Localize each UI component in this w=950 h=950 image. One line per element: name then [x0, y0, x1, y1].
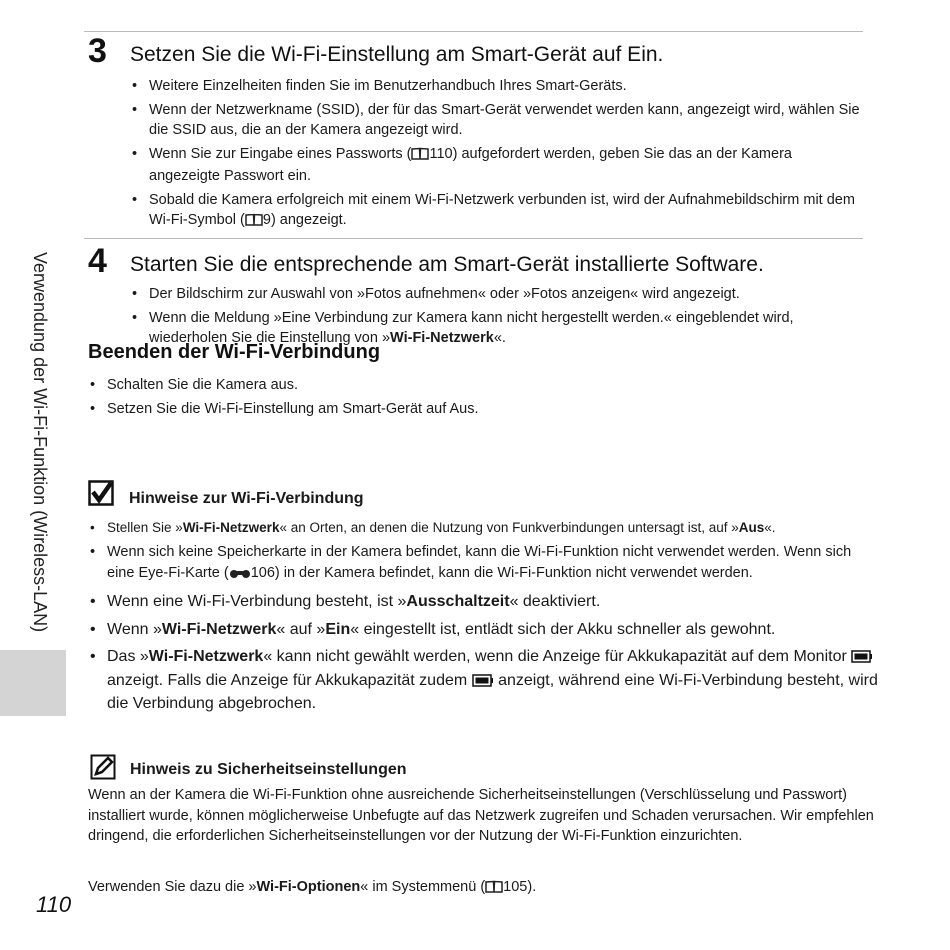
- divider-top: [84, 31, 863, 32]
- list-item: • Der Bildschirm zur Auswahl von »Fotos aufnehmen« oder »Fotos anzeigen« wird angezeigt.: [130, 284, 865, 304]
- list-item: • Das »Wi-Fi-Netzwerk« kann nicht gewählt werden, wenn die Anzeige für Akkukapazität auf dem Monitor anzeigt. Falls die Anzeige für Akkukapazität zudem anzeigt, während eine Wi-Fi-Verbindung besteht, wird die Verbindung abgebrochen.: [88, 646, 878, 715]
- step-3-number: 3: [88, 32, 107, 70]
- step-3-bullets: [130, 76, 865, 236]
- security-title: Hinweis zu Sicherheitseinstellungen: [130, 761, 407, 778]
- chapter-tab-marker: [0, 650, 66, 716]
- list-item: • Setzen Sie die Wi-Fi-Einstellung am Smart-Gerät auf Aus.: [88, 399, 868, 419]
- binoculars-icon: [229, 565, 251, 586]
- sidebar-chapter-title: Verwendung der Wi-Fi-Funktion (Wireless-LAN): [30, 252, 50, 633]
- notes-title: Hinweise zur Wi-Fi-Verbindung: [129, 490, 364, 507]
- list-item: • Wenn der Netzwerkname (SSID), der für das Smart-Gerät verwendet werden kann, angezeigt wird, wählen Sie die SSID aus, die an der Kamera angezeigt wird.: [130, 100, 865, 140]
- book-icon: [485, 879, 503, 900]
- checkmark-icon: [88, 480, 114, 511]
- list-item: • Stellen Sie »Wi-Fi-Netzwerk« an Orten, an denen die Nutzung von Funkverbindungen untersagt ist, auf »Aus«.: [88, 518, 878, 537]
- security-paragraph: Wenn an der Kamera die Wi-Fi-Funktion ohne ausreichende Sicherheitseinstellungen (Verschlüsselung und Passwort) installiert wurde, können möglicherweise Unbefugte auf das Netzwerk zugreifen und Schaden verursachen. Wir empfehlen dringend, die erforderlichen Sicherheitseinstellungen vor der Nutzung der Wi-Fi-Funktion einzurichten.: [88, 787, 874, 844]
- page-reference[interactable]: 106: [250, 564, 275, 581]
- list-item: • Wenn Sie zur Eingabe eines Passworts ( 110) aufgefordert werden, geben Sie das an der Kamera angezeigte Passwort ein.: [130, 144, 865, 186]
- list-item: • Wenn eine Wi-Fi-Verbindung besteht, ist »Ausschaltzeit« deaktiviert.: [88, 591, 878, 613]
- notes-bullets-large: [88, 542, 878, 721]
- page-reference[interactable]: 9: [262, 212, 271, 228]
- list-item: • Wenn »Wi-Fi-Netzwerk« auf »Ein« eingestellt ist, entlädt sich der Akku schneller als gewohnt.: [88, 619, 878, 641]
- security-instruction: Verwenden Sie dazu die »Wi-Fi-Optionen« im Systemmenü ( 105).: [88, 877, 878, 900]
- book-icon: [411, 146, 429, 166]
- battery-low-icon: [472, 672, 494, 694]
- pencil-note-icon: [90, 754, 116, 785]
- list-item: • Schalten Sie die Kamera aus.: [88, 375, 868, 395]
- step-4-number: 4: [88, 242, 107, 280]
- step-3-title: Setzen Sie die Wi-Fi-Einstellung am Smart-Gerät auf Ein.: [130, 43, 664, 66]
- divider-step-4: [84, 238, 863, 239]
- section-heading: Beenden der Wi-Fi-Verbindung: [88, 341, 381, 363]
- end-section-bullets: [88, 375, 868, 423]
- list-item: • Sobald die Kamera erfolgreich mit einem Wi-Fi-Netzwerk verbunden ist, wird der Aufnahmebildschirm mit dem Wi-Fi-Symbol ( 9) angezeigt.: [130, 190, 865, 232]
- step-4-title: Starten Sie die entsprechende am Smart-Gerät installierte Software.: [130, 253, 764, 276]
- page-number: 110: [36, 892, 72, 917]
- list-item: • Weitere Einzelheiten finden Sie im Benutzerhandbuch Ihres Smart-Geräts.: [130, 76, 865, 96]
- notes-bullets: [88, 518, 878, 541]
- list-item: • Wenn die Meldung »Eine Verbindung zur Kamera kann nicht hergestellt werden.« eingeblendet wird, wiederholen Sie die Einstellung von »Wi-Fi-Netzwerk«.: [130, 308, 865, 348]
- battery-low-icon: [851, 648, 873, 670]
- page-reference[interactable]: 105: [503, 879, 528, 895]
- page-reference[interactable]: 110: [429, 146, 453, 162]
- list-item: • Wenn sich keine Speicherkarte in der Kamera befindet, kann die Wi-Fi-Funktion nicht verwendet werden. Wenn sich eine Eye-Fi-Karte ( 106) in der Kamera befindet, kann die Wi-Fi-Funktion nicht verwendet werden.: [88, 542, 878, 585]
- book-icon: [245, 212, 263, 232]
